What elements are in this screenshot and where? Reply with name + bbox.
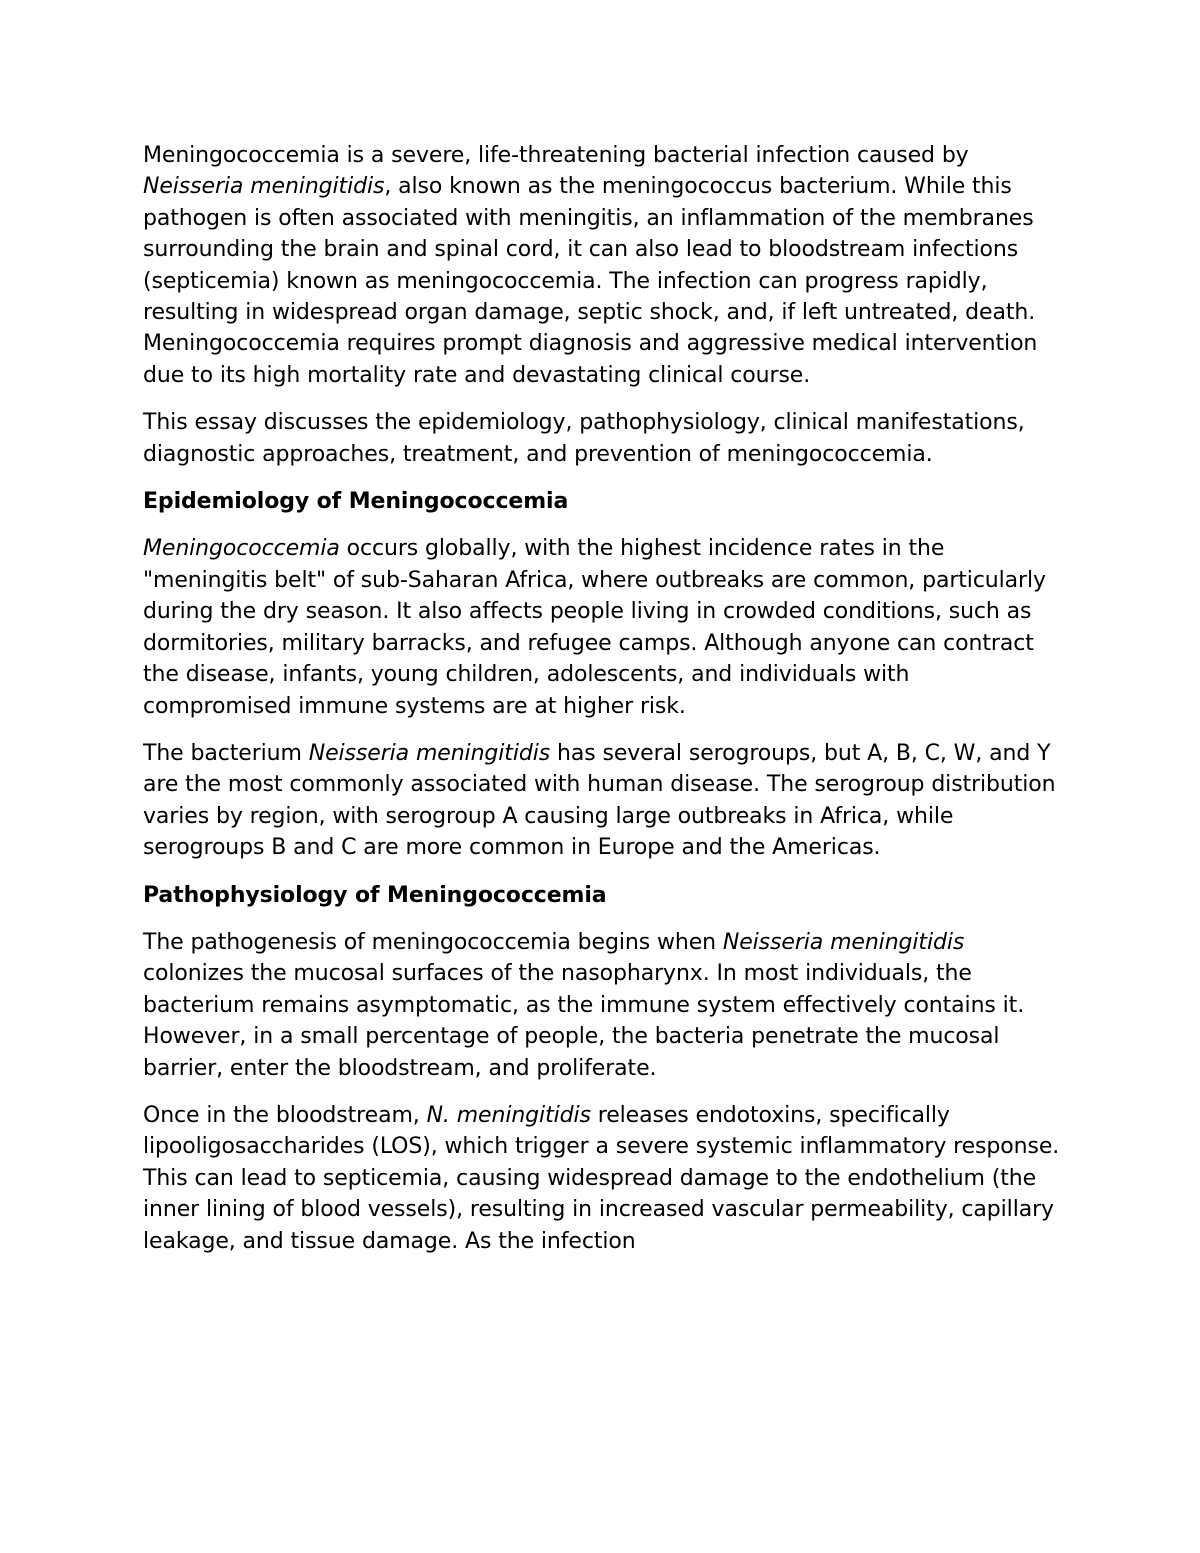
epidemiology-paragraph-2 xyxy=(143,738,1063,864)
serogroup-text-rest: has several serogroups, but A, B, C, W, and Y are the most commonly associated with human disease. The serogroup distribution varies by region, with serogroup A causing large outbreaks in Africa, while serogroups B and C are more common in Europe and the Americas. xyxy=(143,740,1056,861)
species-name-italic: Neisseria meningitidis xyxy=(308,740,551,766)
intro-paragraph xyxy=(143,140,1063,391)
pathogenesis-text-rest: colonizes the mucosal surfaces of the nasopharynx. In most individuals, the bacterium remains asymptomatic, as the immune system effectively contains it. However, in a small percentage of people, the bacteria penetrate the mucosal barrier, enter the bloodstream, and proliferate. xyxy=(143,961,1025,1081)
disease-name-italic: Meningococcemia xyxy=(143,536,340,562)
pathophysiology-paragraph-2 xyxy=(143,1100,1063,1257)
species-abbrev-italic: N. meningitidis xyxy=(426,1102,591,1128)
epidemiology-heading: Epidemiology of Meningococcemia xyxy=(143,489,569,515)
intro-text-rest: , also known as the meningococcus bacterium. While this pathogen is often associated with meningitis, an inflammation of the membranes surrounding the brain and spinal cord, it can also lead to bloodstream infections (septicemia) known as meningococcemia. The infection can progress rapidly, resulting in widespread organ damage, septic shock, and, if left untreated, death. Meningococcemia requires prompt diagnosis and aggressive medical intervention due to its high mortality rate and devastating clinical course. xyxy=(143,174,1038,388)
bloodstream-text-rest: releases endotoxins, specifically lipooligosaccharides (LOS), which trigger a severe systemic inflammatory response. This can lead to septicemia, causing widespread damage to the endothelium (the inner lining of blood vessels), resulting in increased vascular permeability, capillary leakage, and tissue damage. As the infection xyxy=(143,1102,1060,1254)
epidemiology-paragraph-1 xyxy=(143,533,1063,721)
epidemiology-text: occurs globally, with the highest incidence rates in the "meningitis belt" of sub-Saharan Africa, where outbreaks are common, particularly during the dry season. It also affects people living in crowded conditions, such as dormitories, military barracks, and refugee camps. Although anyone can contract the disease, infants, young children, adolescents, and individuals with compromised immune systems are at higher risk. xyxy=(143,536,1046,719)
species-name-italic: Neisseria meningitidis xyxy=(143,174,385,200)
document-body xyxy=(143,140,1063,1273)
species-name-italic: Neisseria meningitidis xyxy=(722,929,965,955)
intro-text-start: Meningococcemia is a severe, life-threatening bacterial infection caused by xyxy=(143,143,969,168)
bloodstream-text-start: Once in the bloodstream, xyxy=(143,1102,427,1128)
serogroup-text-start: The bacterium xyxy=(143,740,309,766)
essay-scope-paragraph: This essay discusses the epidemiology, pathophysiology, clinical manifestations, diagnostic approaches, treatment, and prevention of meningococcemia. xyxy=(143,410,1025,467)
pathogenesis-text-start: The pathogenesis of meningococcemia begins when xyxy=(143,929,723,955)
pathophysiology-heading: Pathophysiology of Meningococcemia xyxy=(143,882,607,908)
pathophysiology-paragraph-1 xyxy=(143,927,1063,1084)
